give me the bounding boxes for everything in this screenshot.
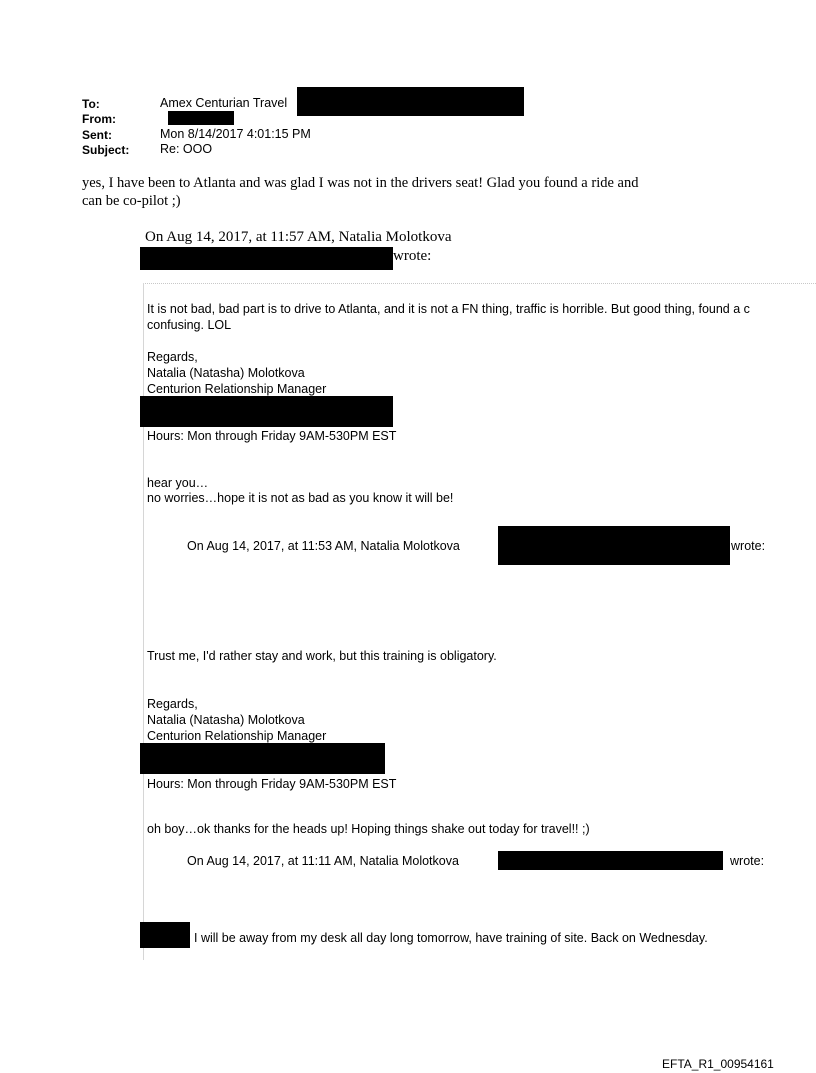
redaction-quote1-email	[140, 247, 393, 270]
message4-line-1: oh boy…ok thanks for the heads up! Hoping things shake out today for travel!! ;)	[147, 822, 590, 836]
signature1-regards: Regards,	[147, 350, 198, 364]
reply-line-2: can be co-pilot ;)	[82, 193, 181, 209]
quote2-wrote: wrote:	[731, 539, 766, 553]
subject-label: Subject:	[82, 143, 130, 157]
sent-label: Sent:	[82, 128, 112, 142]
signature2-title: Centurion Relationship Manager	[147, 729, 327, 743]
quote2-attribution: On Aug 14, 2017, at 11:53 AM, Natalia Molotkova	[187, 539, 460, 553]
signature2-regards: Regards,	[147, 697, 198, 711]
redaction-signature2-contact	[140, 743, 385, 774]
sent-value: Mon 8/14/2017 4:01:15 PM	[160, 127, 311, 141]
quote3-wrote: wrote:	[730, 854, 765, 868]
message1-line-1: It is not bad, bad part is to drive to Atlanta, and it is not a FN thing, traffic is horrible. But good thing, found a c	[147, 302, 750, 316]
redaction-quote3-email	[498, 851, 723, 870]
redaction-signature1-contact	[140, 396, 393, 427]
quote3-attribution: On Aug 14, 2017, at 11:11 AM, Natalia Molotkova	[187, 854, 459, 868]
message2-line-2: no worries…hope it is not as bad as you know it will be!	[147, 491, 454, 505]
message5-line-1: I will be away from my desk all day long tomorrow, have training of site. Back on Wednesday.	[194, 931, 708, 945]
redaction-quote2-email	[498, 526, 730, 565]
document-id: EFTA_R1_00954161	[662, 1057, 774, 1071]
quote-left-rule	[143, 283, 144, 960]
reply-line-1: yes, I have been to Atlanta and was glad I was not in the drivers seat! Glad you found a ride and	[82, 175, 639, 191]
to-label: To:	[82, 97, 100, 111]
signature2-name: Natalia (Natasha) Molotkova	[147, 713, 305, 727]
quote1-attribution: On Aug 14, 2017, at 11:57 AM, Natalia Molotkova	[145, 229, 452, 245]
subject-value: Re: OOO	[160, 142, 213, 156]
redaction-to-address	[297, 87, 524, 116]
signature2-hours: Hours: Mon through Friday 9AM-530PM EST	[147, 777, 397, 791]
message2-line-1: hear you…	[147, 476, 209, 490]
from-label: From:	[82, 112, 116, 126]
signature1-hours: Hours: Mon through Friday 9AM-530PM EST	[147, 429, 397, 443]
quote-top-rule	[143, 283, 816, 285]
message1-line-2: confusing. LOL	[147, 318, 232, 332]
signature1-title: Centurion Relationship Manager	[147, 382, 327, 396]
signature1-name: Natalia (Natasha) Molotkova	[147, 366, 305, 380]
to-value: Amex Centurian Travel	[160, 96, 288, 110]
message3-line-1: Trust me, I'd rather stay and work, but this training is obligatory.	[147, 649, 497, 663]
redaction-from	[168, 111, 234, 125]
quote1-wrote: wrote:	[393, 248, 432, 264]
redaction-greeting	[140, 922, 190, 948]
